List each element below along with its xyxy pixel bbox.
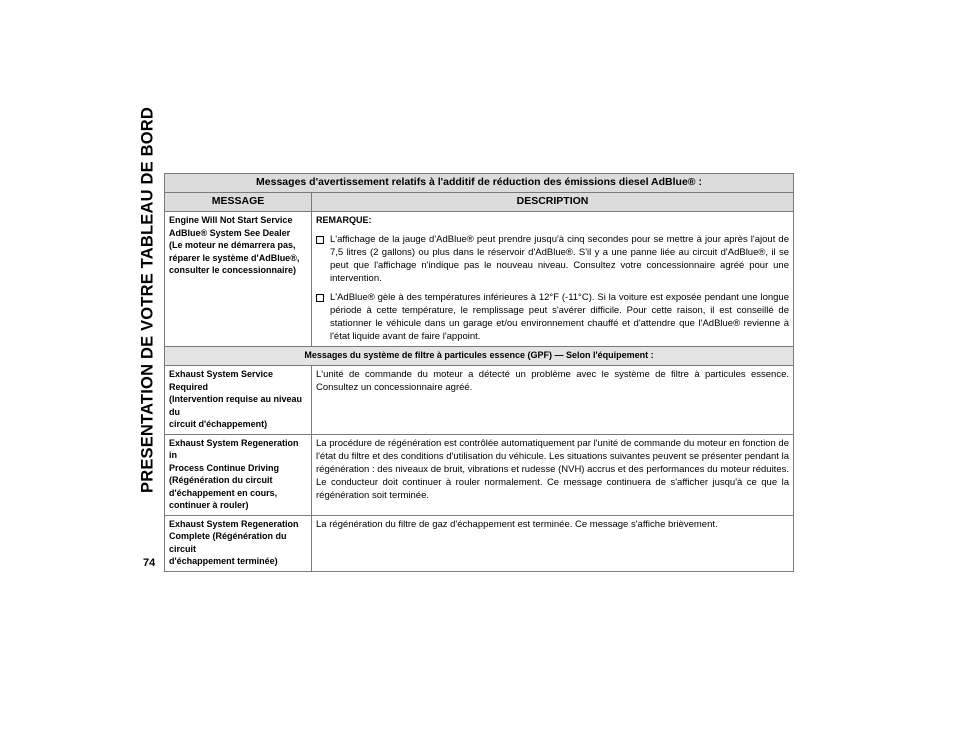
header-message: MESSAGE bbox=[165, 193, 312, 212]
table-header-row bbox=[165, 193, 794, 212]
note-label: REMARQUE: bbox=[316, 215, 372, 225]
message-cell bbox=[165, 434, 312, 515]
description-cell: L'unité de commande du moteur a détecté un problème avec le système de filtre à particules essence. Consultez un concessionnaire agréé. bbox=[312, 366, 794, 435]
message-line: d'échappement en cours, bbox=[169, 487, 278, 498]
message-line: (Intervention requise au niveau du bbox=[169, 394, 303, 417]
table-row bbox=[165, 212, 794, 347]
table-row bbox=[165, 434, 794, 515]
message-line: d'échappement terminée) bbox=[169, 556, 278, 566]
table-caption: Messages d'avertissement relatifs à l'additif de réduction des émissions diesel AdBlue® : bbox=[165, 174, 794, 193]
header-description: DESCRIPTION bbox=[312, 193, 794, 212]
message-line: (Régénération du circuit bbox=[169, 475, 273, 485]
message-cell bbox=[165, 515, 312, 571]
message-cell bbox=[165, 366, 312, 435]
message-line: Process Continue Driving bbox=[169, 462, 280, 473]
message-line: Exhaust System Regeneration in bbox=[169, 437, 299, 460]
table-row bbox=[165, 515, 794, 571]
description-cell bbox=[312, 212, 794, 347]
message-line: Exhaust System Regeneration bbox=[169, 518, 299, 529]
message-line: consulter le concessionnaire) bbox=[169, 265, 297, 275]
message-line: (Le moteur ne démarrera pas, bbox=[169, 240, 296, 250]
side-section-title bbox=[128, 107, 168, 493]
page-number: 74 bbox=[143, 557, 156, 569]
bullet-text: L'affichage de la jauge d'AdBlue® peut prendre jusqu'à cinq secondes pour se mettre à jour après l'ajout de 7,5 litres (2 gallons) ou plus dans le réservoir d'AdBlue®. S'il y a une panne liée au circuit d'AdBlue®, il se peut que l'affichage n'indique pas le nouveau niveau. Consultez votre concessionnaire agréé pour une intervention. bbox=[330, 234, 789, 284]
table-caption-row bbox=[165, 174, 794, 193]
message-line: AdBlue® System See Dealer bbox=[169, 227, 291, 238]
description-cell: La procédure de régénération est contrôlée automatiquement par l'unité de commande du moteur en fonction de l'état du filtre et des conditions d'utilisation du véhicule. Les situations suivantes peuvent se présenter pendant la régénération : des niveaux de bruit, vibrations et rudesse (NVH) accrus et des performances du moteur réduites. Le conducteur doit continuer à rouler normalement. Ce message continuera de s'afficher jusqu'à ce que la régénération soit terminée. bbox=[312, 434, 794, 515]
message-line: Exhaust System Service Required bbox=[169, 369, 274, 392]
list-item bbox=[316, 233, 789, 285]
checkbox-square-icon bbox=[316, 294, 324, 302]
message-line: circuit d'échappement) bbox=[169, 419, 268, 429]
adblue-messages-table bbox=[164, 173, 794, 572]
table-row bbox=[165, 366, 794, 435]
message-line: continuer à rouler) bbox=[169, 500, 249, 510]
section-row bbox=[165, 347, 794, 366]
message-line: Engine Will Not Start Service bbox=[169, 215, 293, 225]
message-cell bbox=[165, 212, 312, 347]
bullet-text: L'AdBlue® gèle à des températures inférieures à 12°F (-11°C). Si la voiture est exposée pendant une longue période à cette température, le remplissage peut s'avérer difficile. Pour cette raison, il est conseillé de stationner le véhicule dans un garage et/ou environnement chauffé et d'attendre que l'AdBlue® revienne à l'état liquide avant de faire l'appoint. bbox=[330, 292, 789, 342]
message-line: réparer le système d'AdBlue®, bbox=[169, 252, 300, 263]
side-section-title-text: PRESENTATION DE VOTRE TABLEAU DE BORD bbox=[138, 107, 157, 493]
section-heading-gpf: Messages du système de filtre à particules essence (GPF) — Selon l'équipement : bbox=[165, 347, 794, 366]
list-item bbox=[316, 291, 789, 343]
message-line: Complete (Régénération du circuit bbox=[169, 531, 287, 554]
description-cell: La régénération du filtre de gaz d'échappement est terminée. Ce message s'affiche brièvement. bbox=[312, 515, 794, 571]
checkbox-square-icon bbox=[316, 236, 324, 244]
